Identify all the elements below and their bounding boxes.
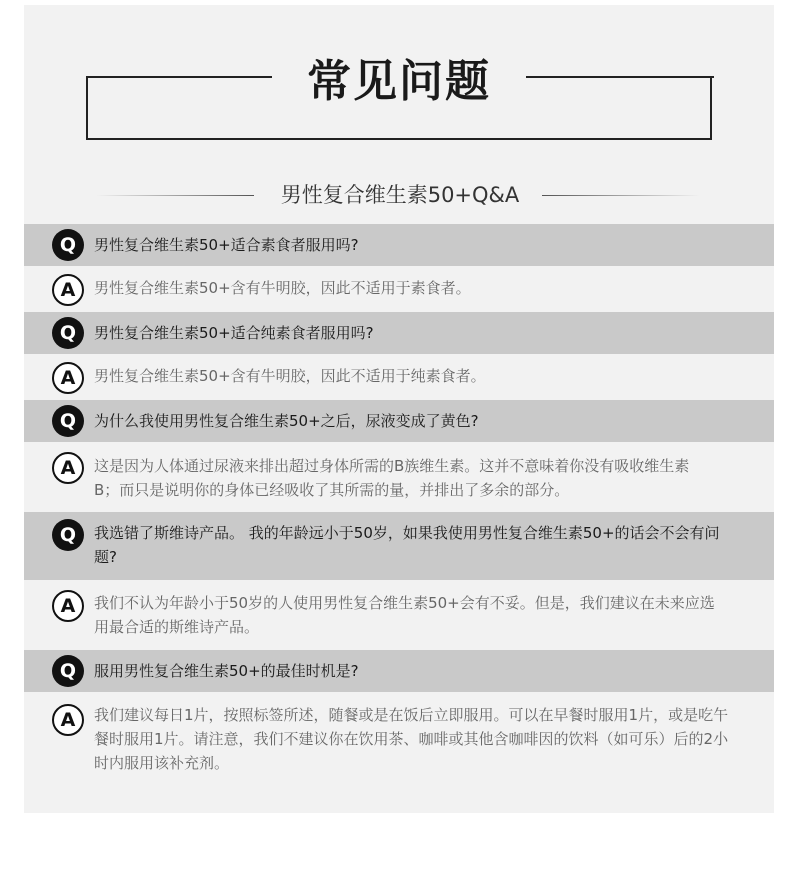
faq-answer: 这是因为人体通过尿液来排出超过身体所需的B族维生素。这并不意味着你没有吸收维生素B；而只是说明你的身体已经吸收了其所需的量，并排出了多余的部分。 (94, 457, 690, 499)
faq-answer-row (24, 442, 774, 512)
faq-question-row (24, 650, 774, 692)
faq-answer-row (24, 354, 774, 400)
faq-answer-row (24, 266, 774, 312)
faq-question: 我选错了斯维诗产品。 我的年龄远小于50岁，如果我使用男性复合维生素50+的话会不会有问题? (94, 524, 720, 566)
faq-answer-row (24, 580, 774, 650)
question-badge-icon: Q (52, 317, 84, 349)
answer-badge-icon: A (52, 452, 84, 484)
faq-question-row (24, 512, 774, 580)
faq-question: 男性复合维生素50+适合素食者服用吗? (94, 236, 359, 254)
subtitle-divider-left (96, 195, 254, 196)
faq-question: 为什么我使用男性复合维生素50+之后，尿液变成了黄色? (94, 412, 479, 430)
question-badge-icon: Q (52, 519, 84, 551)
page-title: 常见问题 (307, 56, 491, 107)
faq-answer: 我们建议每日1片，按照标签所述，随餐或是在饭后立即服用。可以在早餐时服用1片，或是吃午餐时服用1片。请注意，我们不建议你在饮用茶、咖啡或其他含咖啡因的饮料（如可乐）后的2小时内服用该补充剂。 (94, 706, 729, 772)
faq-answer: 我们不认为年龄小于50岁的人使用男性复合维生素50+会有不妥。但是，我们建议在未来应选用最合适的斯维诗产品。 (94, 594, 715, 636)
faq-answer-row (24, 692, 774, 792)
answer-badge-icon: A (52, 704, 84, 736)
question-badge-icon: Q (52, 655, 84, 687)
faq-answer: 男性复合维生素50+含有牛明胶，因此不适用于纯素食者。 (94, 367, 486, 385)
faq-question-row (24, 400, 774, 442)
faq-question: 服用男性复合维生素50+的最佳时机是? (94, 662, 359, 680)
page-subtitle: 男性复合维生素50+Q&A (280, 183, 520, 207)
answer-badge-icon: A (52, 590, 84, 622)
question-badge-icon: Q (52, 229, 84, 261)
faq-answer: 男性复合维生素50+含有牛明胶，因此不适用于素食者。 (94, 279, 471, 297)
answer-badge-icon: A (52, 362, 84, 394)
question-badge-icon: Q (52, 405, 84, 437)
answer-badge-icon: A (52, 274, 84, 306)
faq-question-row (24, 312, 774, 354)
faq-question-row (24, 224, 774, 266)
faq-question: 男性复合维生素50+适合纯素食者服用吗? (94, 324, 374, 342)
subtitle-divider-right (542, 195, 700, 196)
